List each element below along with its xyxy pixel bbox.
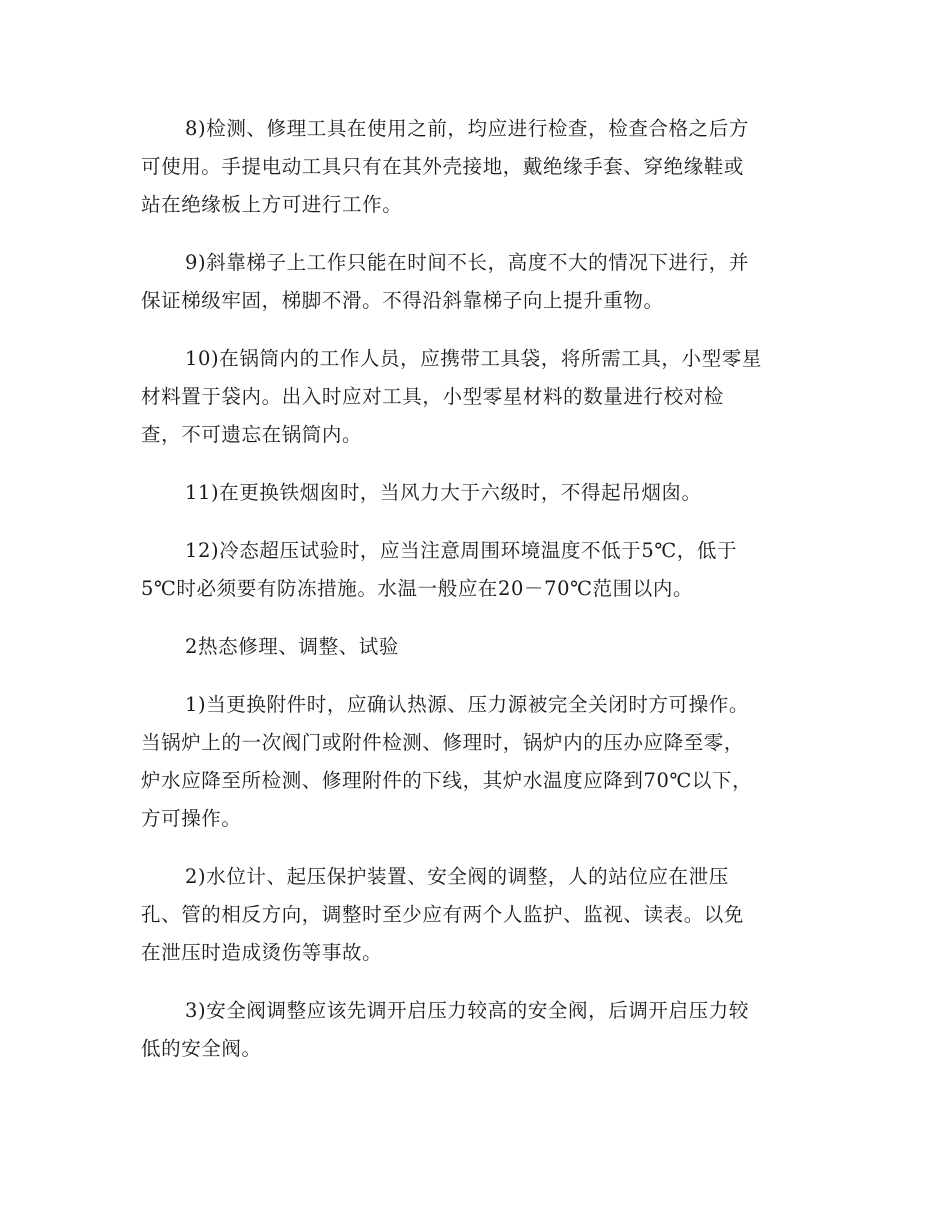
paragraph-item-2 — [141, 858, 806, 972]
text-line: 在泄压时造成烫伤等事故。 — [141, 941, 383, 964]
text-line: 站在绝缘板上方可进行工作。 — [141, 193, 403, 216]
paragraph-item-3 — [141, 992, 806, 1068]
text-line: 2)水位计、起压保护装置、安全阀的调整，人的站位应在泄压 — [185, 865, 729, 888]
text-line: 8)检测、修理工具在使用之前，均应进行检查，检查合格之后方 — [185, 117, 749, 140]
text-line: 当锅炉上的一次阀门或附件检测、修理时，锅炉内的压办应降至零， — [141, 731, 745, 754]
text-line: 12)冷态超压试验时，应当注意周围环境温度不低于5℃，低于 — [185, 539, 738, 562]
paragraph-item-1 — [141, 686, 806, 838]
paragraph-item-9 — [141, 244, 806, 320]
text-line: 材料置于袋内。出入时应对工具，小型零星材料的数量进行校对检 — [141, 385, 724, 408]
text-line: 1)当更换附件时，应确认热源、压力源被完全关闭时方可操作。 — [185, 693, 749, 716]
text-line: 3)安全阀调整应该先调开启压力较高的安全阀，后调开启压力较 — [185, 999, 749, 1022]
paragraph-item-11 — [141, 474, 806, 512]
text-line: 方可操作。 — [141, 807, 242, 830]
text-line: 11)在更换铁烟囱时，当风力大于六级时，不得起吊烟囱。 — [185, 481, 702, 504]
text-line: 低的安全阀。 — [141, 1037, 262, 1060]
text-line: 保证梯级牢固，梯脚不滑。不得沿斜靠梯子向上提升重物。 — [141, 289, 664, 312]
section-heading — [141, 628, 806, 666]
document-page — [141, 110, 806, 1088]
text-line: 查，不可遗忘在锅筒内。 — [141, 423, 363, 446]
paragraph-item-10 — [141, 340, 806, 454]
text-line: 5℃时必须要有防冻措施。水温一般应在20－70℃范围以内。 — [141, 577, 694, 600]
text-line: 孔、管的相反方向，调整时至少应有两个人监护、监视、读表。以免 — [141, 903, 745, 926]
text-line: 可使用。手提电动工具只有在其外壳接地，戴绝缘手套、穿绝缘鞋或 — [141, 155, 745, 178]
paragraph-item-8 — [141, 110, 806, 224]
text-line: 9)斜靠梯子上工作只能在时间不长，高度不大的情况下进行，并 — [185, 251, 749, 274]
text-line: 2热态修理、调整、试验 — [185, 635, 400, 658]
text-line: 炉水应降至所检测、修理附件的下线，其炉水温度应降到70℃以下， — [141, 769, 753, 792]
paragraph-item-12 — [141, 532, 806, 608]
text-line: 10)在锅筒内的工作人员，应携带工具袋，将所需工具，小型零星 — [185, 347, 762, 370]
